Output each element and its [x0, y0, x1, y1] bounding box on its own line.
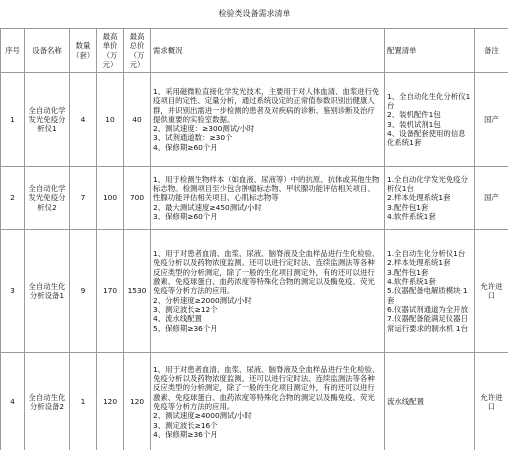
row-total-price: 120 — [124, 353, 151, 450]
config-line: 2.样本处理系统1套 — [387, 193, 451, 203]
row-config — [385, 167, 475, 230]
header-unit-price: 最高单价（万元） — [97, 29, 124, 73]
requirement-line: 3、试剂通道数：≥30个 — [153, 133, 233, 143]
requirement-line: 2、最大测试速度≥450测试/小时 — [153, 202, 262, 212]
row-total-price: 1530 — [124, 230, 151, 353]
row-remark: 允许进口 — [475, 230, 508, 353]
table-row — [1, 167, 508, 230]
row-remark: 允许进口 — [475, 353, 508, 450]
table-row — [1, 230, 508, 353]
requirement-line: 4、保修期≥36个月 — [153, 429, 218, 439]
config-line: 1.全自动生化分析仪1台 — [387, 249, 466, 259]
table-row — [1, 353, 508, 450]
row-total-price: 700 — [124, 167, 151, 230]
config-line: 1、全自动化生化分析仪1台 — [387, 91, 471, 110]
row-qty: 7 — [70, 167, 97, 230]
config-line: 5.仪器配备电解质模块 1套 — [387, 286, 468, 305]
row-seq: 2 — [1, 167, 25, 230]
requirement-line: 1、用于检测生物样本（如血液、尿液等）中的抗原、抗体或其他生物标志物。检测项目至少包含肿瘤标志物、甲状腺功能评估相关项目、性腺功能评估相关项目、心肌标志物等 — [153, 174, 380, 203]
config-line: 2.样本处理系统1套 — [387, 258, 451, 268]
row-requirements — [151, 167, 385, 230]
row-config — [385, 230, 475, 353]
config-line: 4、设备配套使用的信息化系统1套 — [387, 128, 466, 148]
header-seq: 序号 — [1, 29, 25, 73]
header-requirements: 需求概况 — [151, 29, 385, 73]
config-line: 1.全自动化学发光免疫分析仪1台 — [387, 174, 468, 194]
row-total-price: 40 — [124, 73, 151, 167]
requirement-line: 1、用于对患者血清、血浆、尿液、脑脊液及全血样品进行生化检验、免疫分析以及药物浓度监测。还可以进行定时法、连续监测法等各种反应类型的分析测定，除了一般的生化项目测定外，有的还可以进行激素、免疫球蛋白、血药浓度等特殊化合物的测定以及酶免疫、荧光免疫等分析方法的应用。 — [153, 249, 380, 296]
requirement-line: 3、测定波长≥16个 — [153, 420, 218, 430]
header-config: 配置清单 — [385, 29, 475, 73]
config-line: 3.配件包1套 — [387, 202, 429, 212]
row-qty: 9 — [70, 230, 97, 353]
row-name: 全自动生化分析设备2 — [25, 353, 70, 450]
row-remark: 国产 — [475, 73, 508, 167]
row-config — [385, 73, 475, 167]
config-line: 6.仪器试剂通道为全开放 — [387, 304, 468, 314]
row-name: 全自动化学发光免疫分析仪2 — [25, 167, 70, 230]
row-remark: 国产 — [475, 167, 508, 230]
table-header-row — [1, 29, 508, 73]
row-unit-price: 170 — [97, 230, 124, 353]
header-remark: 备注 — [475, 29, 508, 73]
document-title: 检验类设备需求清单 — [1, 0, 508, 29]
requirement-line: 3、测定波长≥12个 — [153, 304, 218, 314]
table-row — [1, 73, 508, 167]
config-line: 4.软件系统1套 — [387, 211, 436, 221]
config-line: 4.软件系统1套 — [387, 277, 436, 287]
row-seq: 4 — [1, 353, 25, 450]
requirement-line: 2、测试速度≥4000测试/小时 — [153, 411, 252, 421]
requirement-line: 1、采用磁微粒直接化学发光技术，主要用于对人体血清、血浆进行免疫项目的定性、定量分析，通过系统设定的正常值参数识别出健康人群，并识别出需进一步检测的患者及对疾病的诊断、鉴别诊断及治疗提供重要的实验室数据。 — [153, 86, 380, 124]
header-total-price: 最高总价（万元） — [124, 29, 151, 73]
requirement-line: 4、流水线配置 — [153, 314, 203, 324]
header-qty: 数量（套） — [70, 29, 97, 73]
requirement-line: 4、保修期≥60个月 — [153, 142, 218, 152]
row-name: 全自动生化分析设备1 — [25, 230, 70, 353]
row-qty: 4 — [70, 73, 97, 167]
row-requirements — [151, 353, 385, 450]
header-name: 设备名称 — [25, 29, 70, 73]
config-line: 7.仪器配备能满足仪器日常运行要求的制水机 1台 — [387, 314, 468, 333]
row-qty: 1 — [70, 353, 97, 450]
config-line: 3.配件包1套 — [387, 267, 429, 277]
row-unit-price: 100 — [97, 167, 124, 230]
requirement-line: 2、测试速度：≥300测试/小时 — [153, 124, 255, 134]
row-config — [385, 353, 475, 450]
config-line: 2、装机配件1包 — [387, 110, 441, 120]
requirement-line: 2、分析速度≥2000测试/小时 — [153, 295, 252, 305]
row-seq: 1 — [1, 73, 25, 167]
row-requirements — [151, 73, 385, 167]
config-line: 3、装机试剂1包 — [387, 119, 441, 129]
requirement-line: 5、保修期≥36个月 — [153, 323, 218, 333]
row-seq: 3 — [1, 230, 25, 353]
row-requirements — [151, 230, 385, 353]
row-name: 全自动化学发光免疫分析仪1 — [25, 73, 70, 167]
requirement-line: 1、用于对患者血清、血浆、尿液、脑脊液及全血样品进行生化检验、免疫分析以及药物浓度监测。还可以进行定时法、连续监测法等各种反应类型的分析测定，除了一般的生化项目测定外，有的还可以进行激素、免疫球蛋白、血药浓度等特殊化合物的测定以及酶免疫、荧光免疫等分析方法的应用。 — [153, 364, 380, 411]
row-unit-price: 120 — [97, 353, 124, 450]
config-line: 流水线配置 — [387, 397, 424, 407]
row-unit-price: 10 — [97, 73, 124, 167]
requirement-line: 3、保修期≥60个月 — [153, 211, 218, 221]
